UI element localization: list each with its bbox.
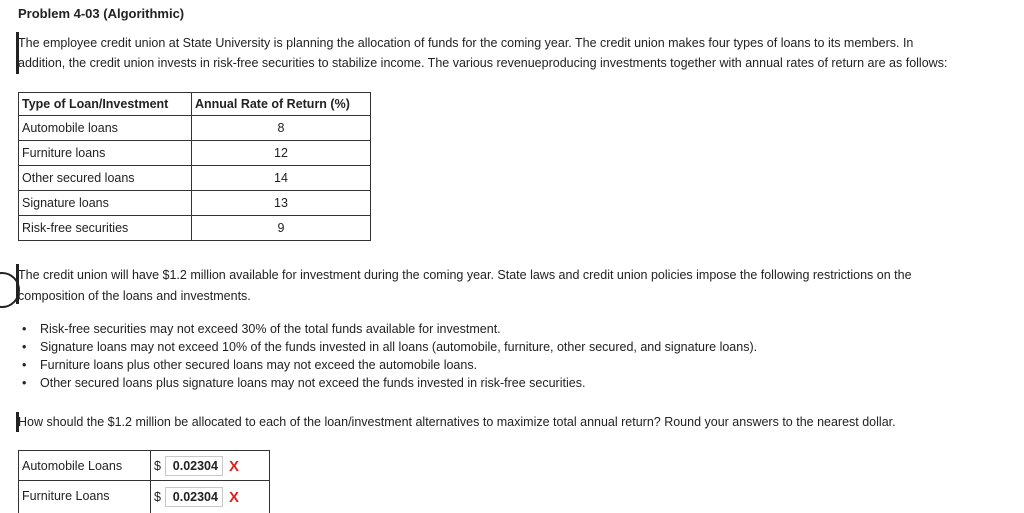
intro-line-2: addition, the credit union invests in risk-free securities to stabilize income. The various revenueproducing investments together with annual rates of return are as follows:	[18, 56, 948, 70]
list-item: • Signature loans may not exceed 10% of the funds invested in all loans (automobile, furniture, other secured, and signature loans).	[22, 338, 757, 356]
furniture-loans-input[interactable]	[165, 487, 223, 507]
incorrect-icon: X	[228, 457, 239, 475]
intro-line-1: The employee credit union at State University is planning the allocation of funds for the coming year. The credit union makes four types of loans to its members. In	[18, 36, 914, 50]
list-item: • Other secured loans plus signature loans may not exceed the funds invested in risk-free securities.	[22, 374, 757, 392]
automobile-loans-input[interactable]	[165, 456, 223, 476]
table-row	[19, 216, 371, 241]
table-row	[19, 191, 371, 216]
table-row	[19, 166, 371, 191]
table-header-row	[19, 93, 371, 116]
cell-type: Other secured loans	[19, 166, 192, 191]
cell-rate: 9	[192, 216, 371, 241]
cell-type: Furniture loans	[19, 141, 192, 166]
answer-row-furniture	[18, 480, 270, 513]
rates-table	[18, 92, 371, 241]
currency-symbol: $	[154, 490, 161, 504]
table-row	[19, 116, 371, 141]
answer-label: Automobile Loans	[18, 451, 150, 481]
cell-rate: 13	[192, 191, 371, 216]
cell-rate: 14	[192, 166, 371, 191]
cell-rate: 8	[192, 116, 371, 141]
question-text: How should the $1.2 million be allocated to each of the loan/investment alternatives to maximize total annual return? Round your answers to the nearest dollar.	[18, 415, 896, 429]
paragraph2-line-1: The credit union will have $1.2 million available for investment during the coming year. State laws and credit union policies impose the following restrictions on the	[18, 268, 912, 282]
paragraph2-line-2: composition of the loans and investments.	[18, 289, 251, 303]
problem-title: Problem 4-03 (Algorithmic)	[18, 6, 185, 21]
header-type: Type of Loan/Investment	[19, 93, 192, 116]
cell-type: Signature loans	[19, 191, 192, 216]
restriction-list	[22, 320, 757, 392]
header-rate: Annual Rate of Return (%)	[192, 93, 371, 116]
cell-rate: 12	[192, 141, 371, 166]
table-row	[19, 141, 371, 166]
list-item: • Furniture loans plus other secured loans may not exceed the automobile loans.	[22, 356, 757, 374]
answer-row-automobile	[18, 450, 270, 481]
list-item: • Risk-free securities may not exceed 30% of the total funds available for investment.	[22, 320, 757, 338]
answer-cell	[150, 481, 270, 513]
answer-cell	[150, 451, 270, 481]
currency-symbol: $	[154, 459, 161, 473]
cell-type: Automobile loans	[19, 116, 192, 141]
cell-type: Risk-free securities	[19, 216, 192, 241]
answer-label: Furniture Loans	[18, 481, 150, 513]
incorrect-icon: X	[228, 488, 239, 506]
